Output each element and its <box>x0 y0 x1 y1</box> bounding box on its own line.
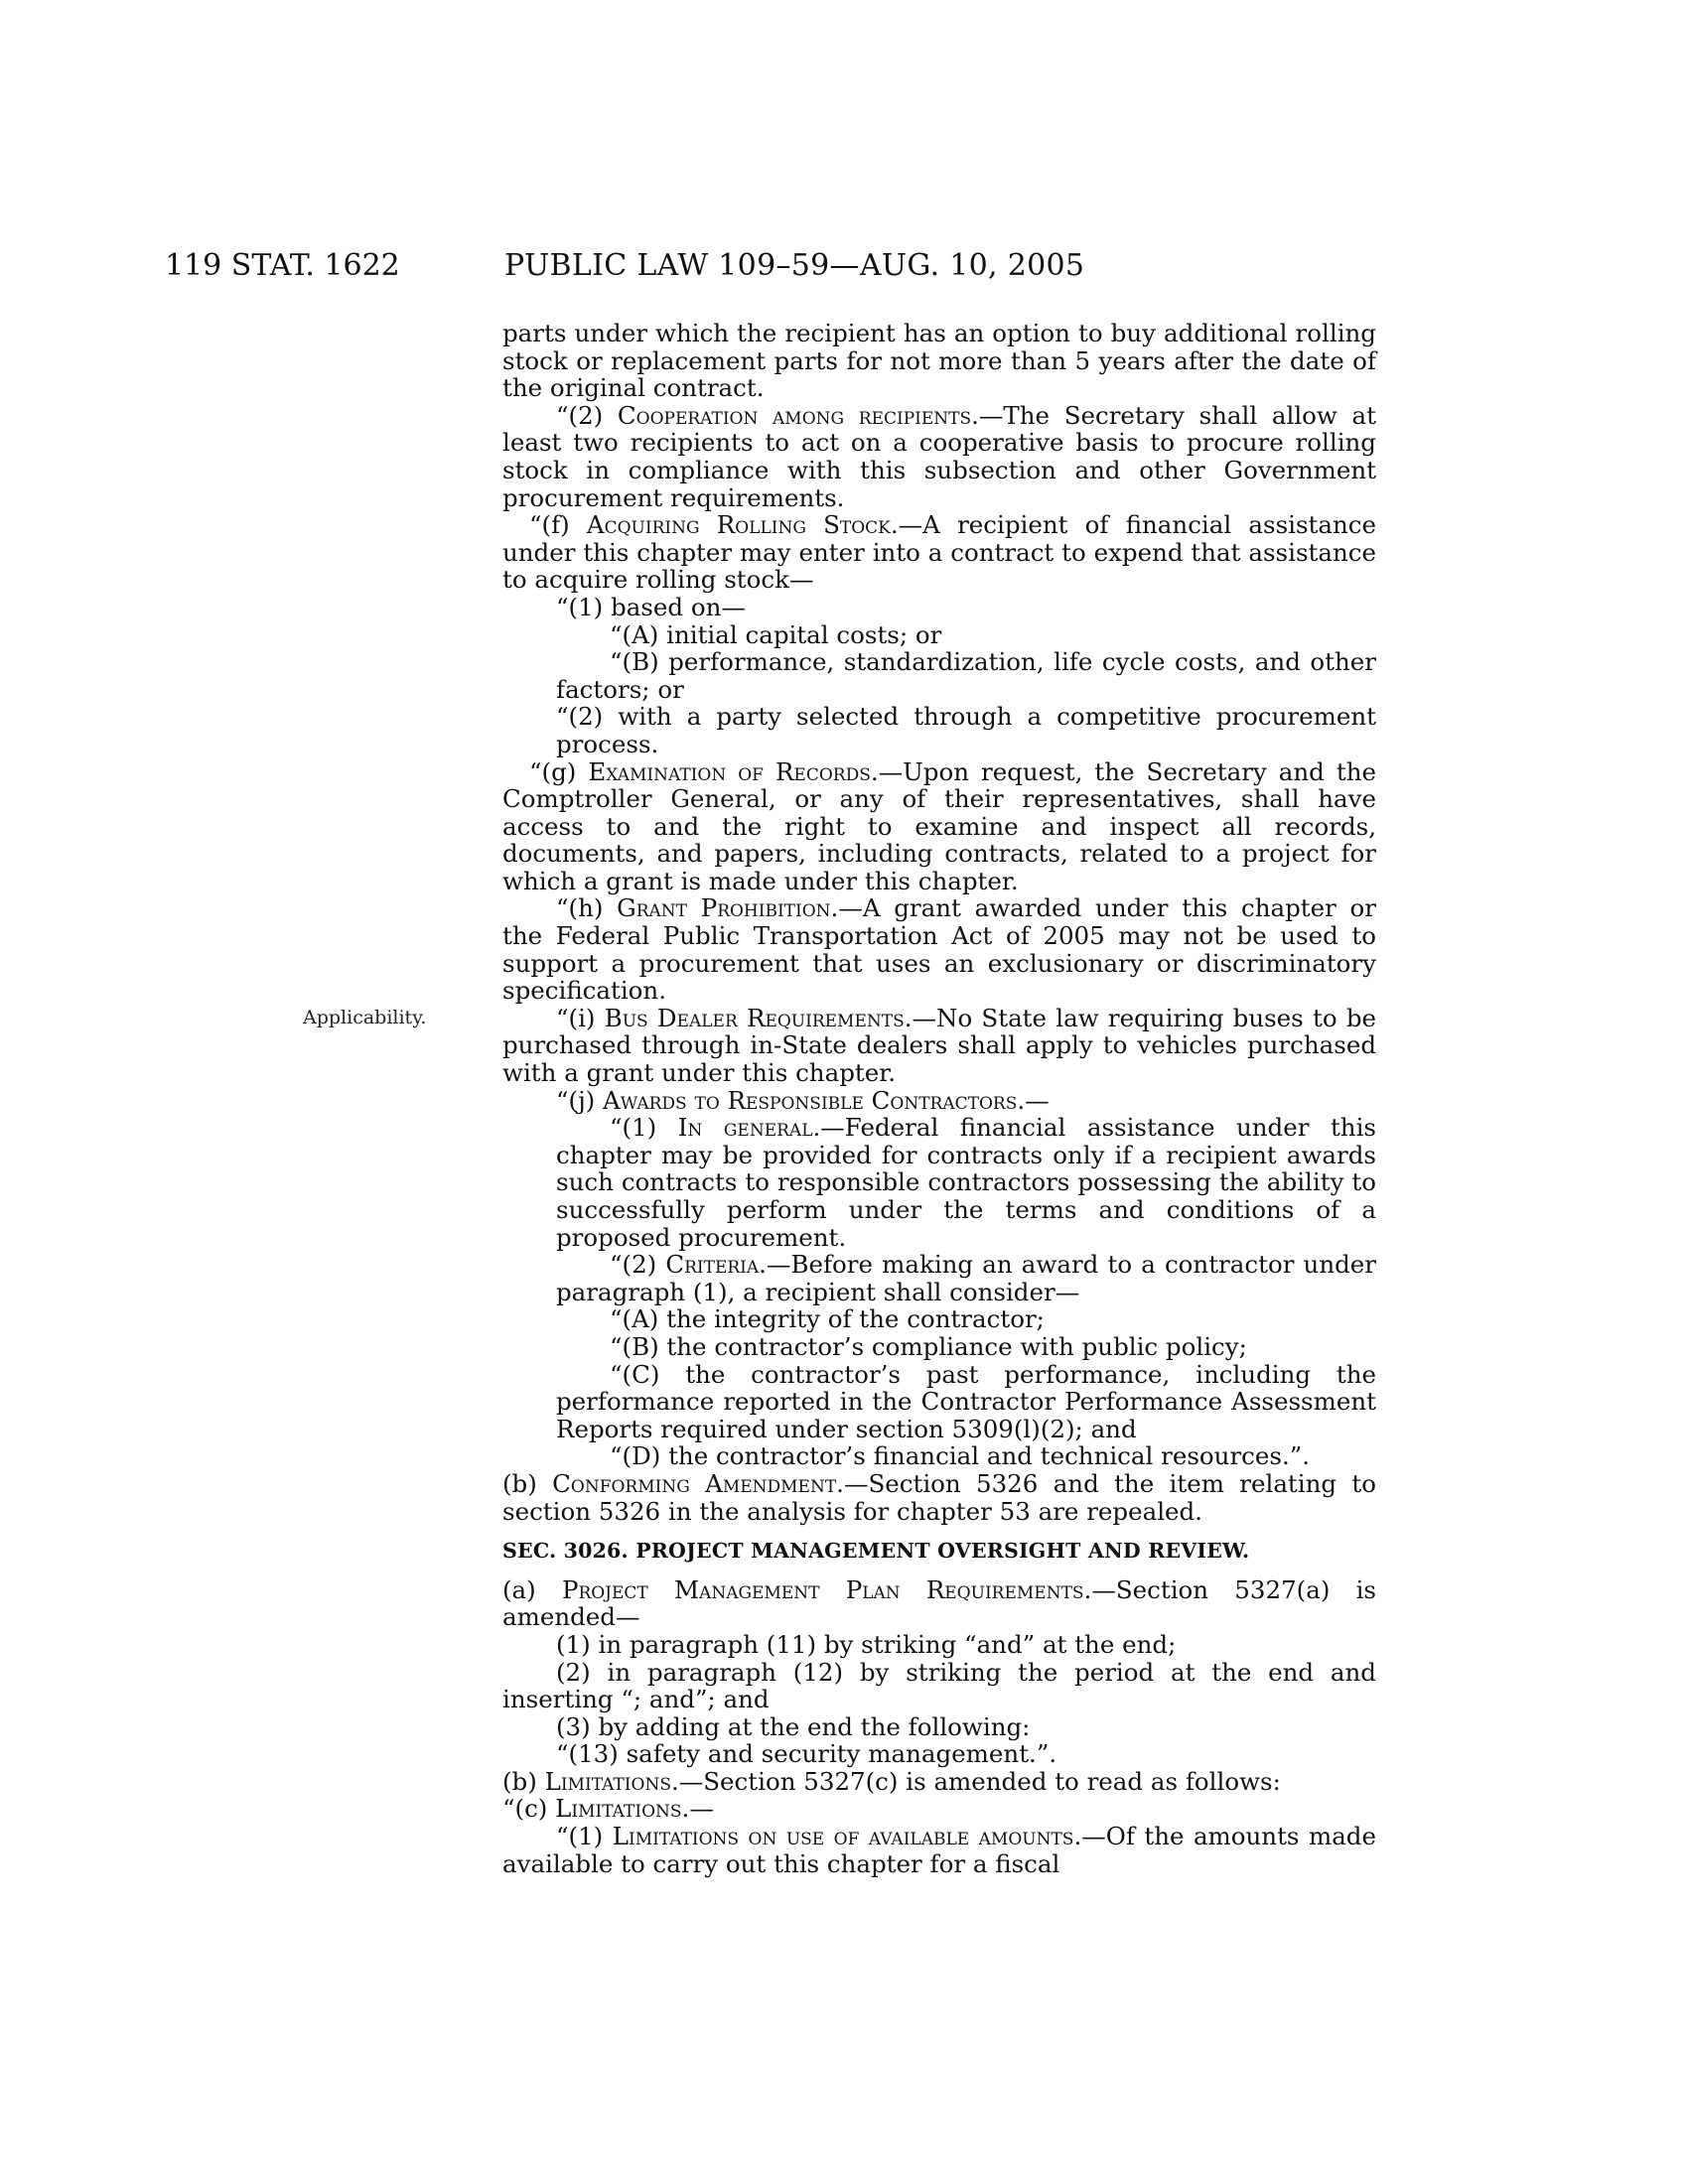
paragraph-number: “(h) <box>556 893 618 923</box>
paragraph-text: “(2) with a party selected through a competitive procurement process. <box>556 702 1376 758</box>
paragraph <box>502 1087 1376 1115</box>
paragraph-number: “(f) <box>529 510 587 540</box>
paragraph-text: —Section 5327(a) is amended— <box>502 1574 1377 1632</box>
margin-note: Applicability. <box>303 1007 427 1028</box>
paragraph <box>502 320 1376 402</box>
paragraph <box>502 758 1376 895</box>
paragraph-text: (1) in paragraph (11) by striking “and” at the end; <box>556 1629 1177 1659</box>
paragraph-heading: Acquiring Rolling Stock. <box>586 510 899 540</box>
paragraph-text: parts under which the recipient has an option to buy additional rolling stock or replacement parts for not more than 5 years after the date of the original contract. <box>502 319 1376 403</box>
paragraph <box>502 1305 1376 1333</box>
paragraph <box>502 1005 1376 1087</box>
paragraph <box>502 1768 1376 1796</box>
paragraph-heading: Bus Dealer Requirements. <box>604 1003 913 1032</box>
paragraph-text: —A recipient of financial assistance under this chapter may enter into a contract to expend that assistance to acquire rolling stock— <box>502 510 1377 595</box>
paragraph <box>502 1659 1376 1713</box>
paragraph-number: “(j) <box>556 1085 604 1115</box>
paragraph-heading: Criteria. <box>665 1250 767 1280</box>
paragraph <box>502 703 1376 757</box>
paragraph-text: —Federal financial assistance under this chapter may be provided for contracts only if a recipient awards such contracts to responsible contractors possessing the ability to successfully perform under the terms and conditions of a proposed procurement. <box>556 1113 1376 1252</box>
paragraph-heading: Project Management Plan Requirements. <box>561 1574 1092 1604</box>
paragraph-heading: Limitations. <box>555 1794 690 1824</box>
paragraph-number: “(g) <box>529 756 589 786</box>
paragraph-heading: Limitations on use of available amounts. <box>612 1822 1082 1851</box>
paragraph <box>502 648 1376 703</box>
paragraph <box>502 1740 1376 1768</box>
paragraph-number: “(1) <box>556 1822 613 1851</box>
paragraph <box>502 1713 1376 1741</box>
paragraph-number: (b) <box>502 1766 545 1796</box>
paragraph-text: —Upon request, the Secretary and the Comptroller General, or any of their representatives, shall have access to and the right to examine and inspect all records, documents, and papers, including contracts, related to a project for which a grant is made under this chapter. <box>502 756 1376 895</box>
paragraph-text: —Section 5326 and the item relating to section 5326 in the analysis for chapter 53 are repealed. <box>502 1468 1376 1526</box>
section-heading: SEC. 3026. PROJECT MANAGEMENT OVERSIGHT AND REVIEW. <box>502 1539 1250 1564</box>
paragraph-text: “(13) safety and security management.”. <box>556 1739 1057 1769</box>
paragraph <box>502 1576 1376 1631</box>
paragraph-heading: Cooperation among recipients. <box>617 400 979 430</box>
paragraph-text: “(B) the contractor’s compliance with public policy; <box>610 1331 1247 1361</box>
paragraph-text: —No State law requiring buses to be purchased through in-State dealers shall apply to vehicles purchased with a grant under this chapter. <box>502 1003 1377 1088</box>
paragraph-text: (2) in paragraph (12) by striking the period at the end and inserting “; and”; and <box>502 1657 1376 1714</box>
paragraph-text: “(B) performance, standardization, life cycle costs, and other factors; or <box>556 647 1376 704</box>
paragraph-text: “(D) the contractor’s financial and technical resources.”. <box>610 1441 1311 1471</box>
paragraph <box>502 594 1376 621</box>
paragraph <box>502 894 1376 1004</box>
paragraph-text: —Of the amounts made available to carry out this chapter for a fiscal <box>502 1822 1376 1878</box>
paragraph <box>502 621 1376 649</box>
paragraph-number: (a) <box>502 1574 562 1604</box>
paragraph <box>502 1823 1376 1877</box>
paragraph <box>502 1361 1376 1443</box>
paragraph <box>502 1795 1376 1823</box>
running-header: PUBLIC LAW 109–59—AUG. 10, 2005 <box>504 248 1085 283</box>
paragraph-text: “(A) initial capital costs; or <box>610 619 942 649</box>
paragraph-heading: Limitations. <box>544 1766 679 1796</box>
paragraph <box>502 1470 1376 1525</box>
paragraph <box>502 402 1376 511</box>
paragraph-heading: Examination of Records. <box>588 756 879 786</box>
paragraph-text: — <box>1025 1085 1050 1115</box>
paragraph-number: “(2) <box>556 400 618 430</box>
paragraph-number: “(c) <box>502 1794 556 1824</box>
paragraph-heading: Grant Prohibition. <box>617 893 839 923</box>
paragraph <box>502 1114 1376 1251</box>
paragraph-heading: Conforming Amendment. <box>552 1468 844 1498</box>
paragraph-number: (b) <box>502 1468 553 1498</box>
paragraph-heading: Awards to Responsible Contractors. <box>603 1085 1026 1115</box>
page-body <box>502 320 1376 1877</box>
paragraph-text: —A grant awarded under this chapter or the Federal Public Transportation Act of 2005 may not be used to support a procurement that uses an exclusionary or discriminatory specification. <box>502 893 1376 1006</box>
paragraph-text: —Section 5327(c) is amended to read as follows: <box>678 1766 1281 1796</box>
paragraph-text: (3) by adding at the end the following: <box>556 1711 1031 1741</box>
paragraph-number: “(i) <box>556 1003 605 1032</box>
paragraph-text: —Before making an award to a contractor under paragraph (1), a recipient shall consider— <box>556 1250 1376 1306</box>
paragraph-text: — <box>689 1794 714 1824</box>
paragraph <box>502 1442 1376 1470</box>
statute-page-number: 119 STAT. 1622 <box>165 248 400 283</box>
paragraph <box>502 511 1376 594</box>
paragraph <box>502 1251 1376 1305</box>
paragraph-heading: In general. <box>677 1113 821 1143</box>
paragraph-text: —The Secretary shall allow at least two recipients to act on a cooperative basis to procure rolling stock in compliance with this subsection and other Government procurement requirements. <box>502 400 1376 512</box>
paragraph-text: “(1) based on— <box>556 592 746 621</box>
paragraph-text: “(C) the contractor’s past performance, including the performance reported in the Contractor Performance Assessment Reports required under section 5309(l)(2); and <box>556 1359 1376 1443</box>
paragraph <box>502 1631 1376 1659</box>
paragraph-number: “(2) <box>610 1250 666 1280</box>
paragraph-number: “(1) <box>610 1113 678 1143</box>
paragraph-text: “(A) the integrity of the contractor; <box>610 1304 1045 1334</box>
paragraph <box>502 1333 1376 1361</box>
